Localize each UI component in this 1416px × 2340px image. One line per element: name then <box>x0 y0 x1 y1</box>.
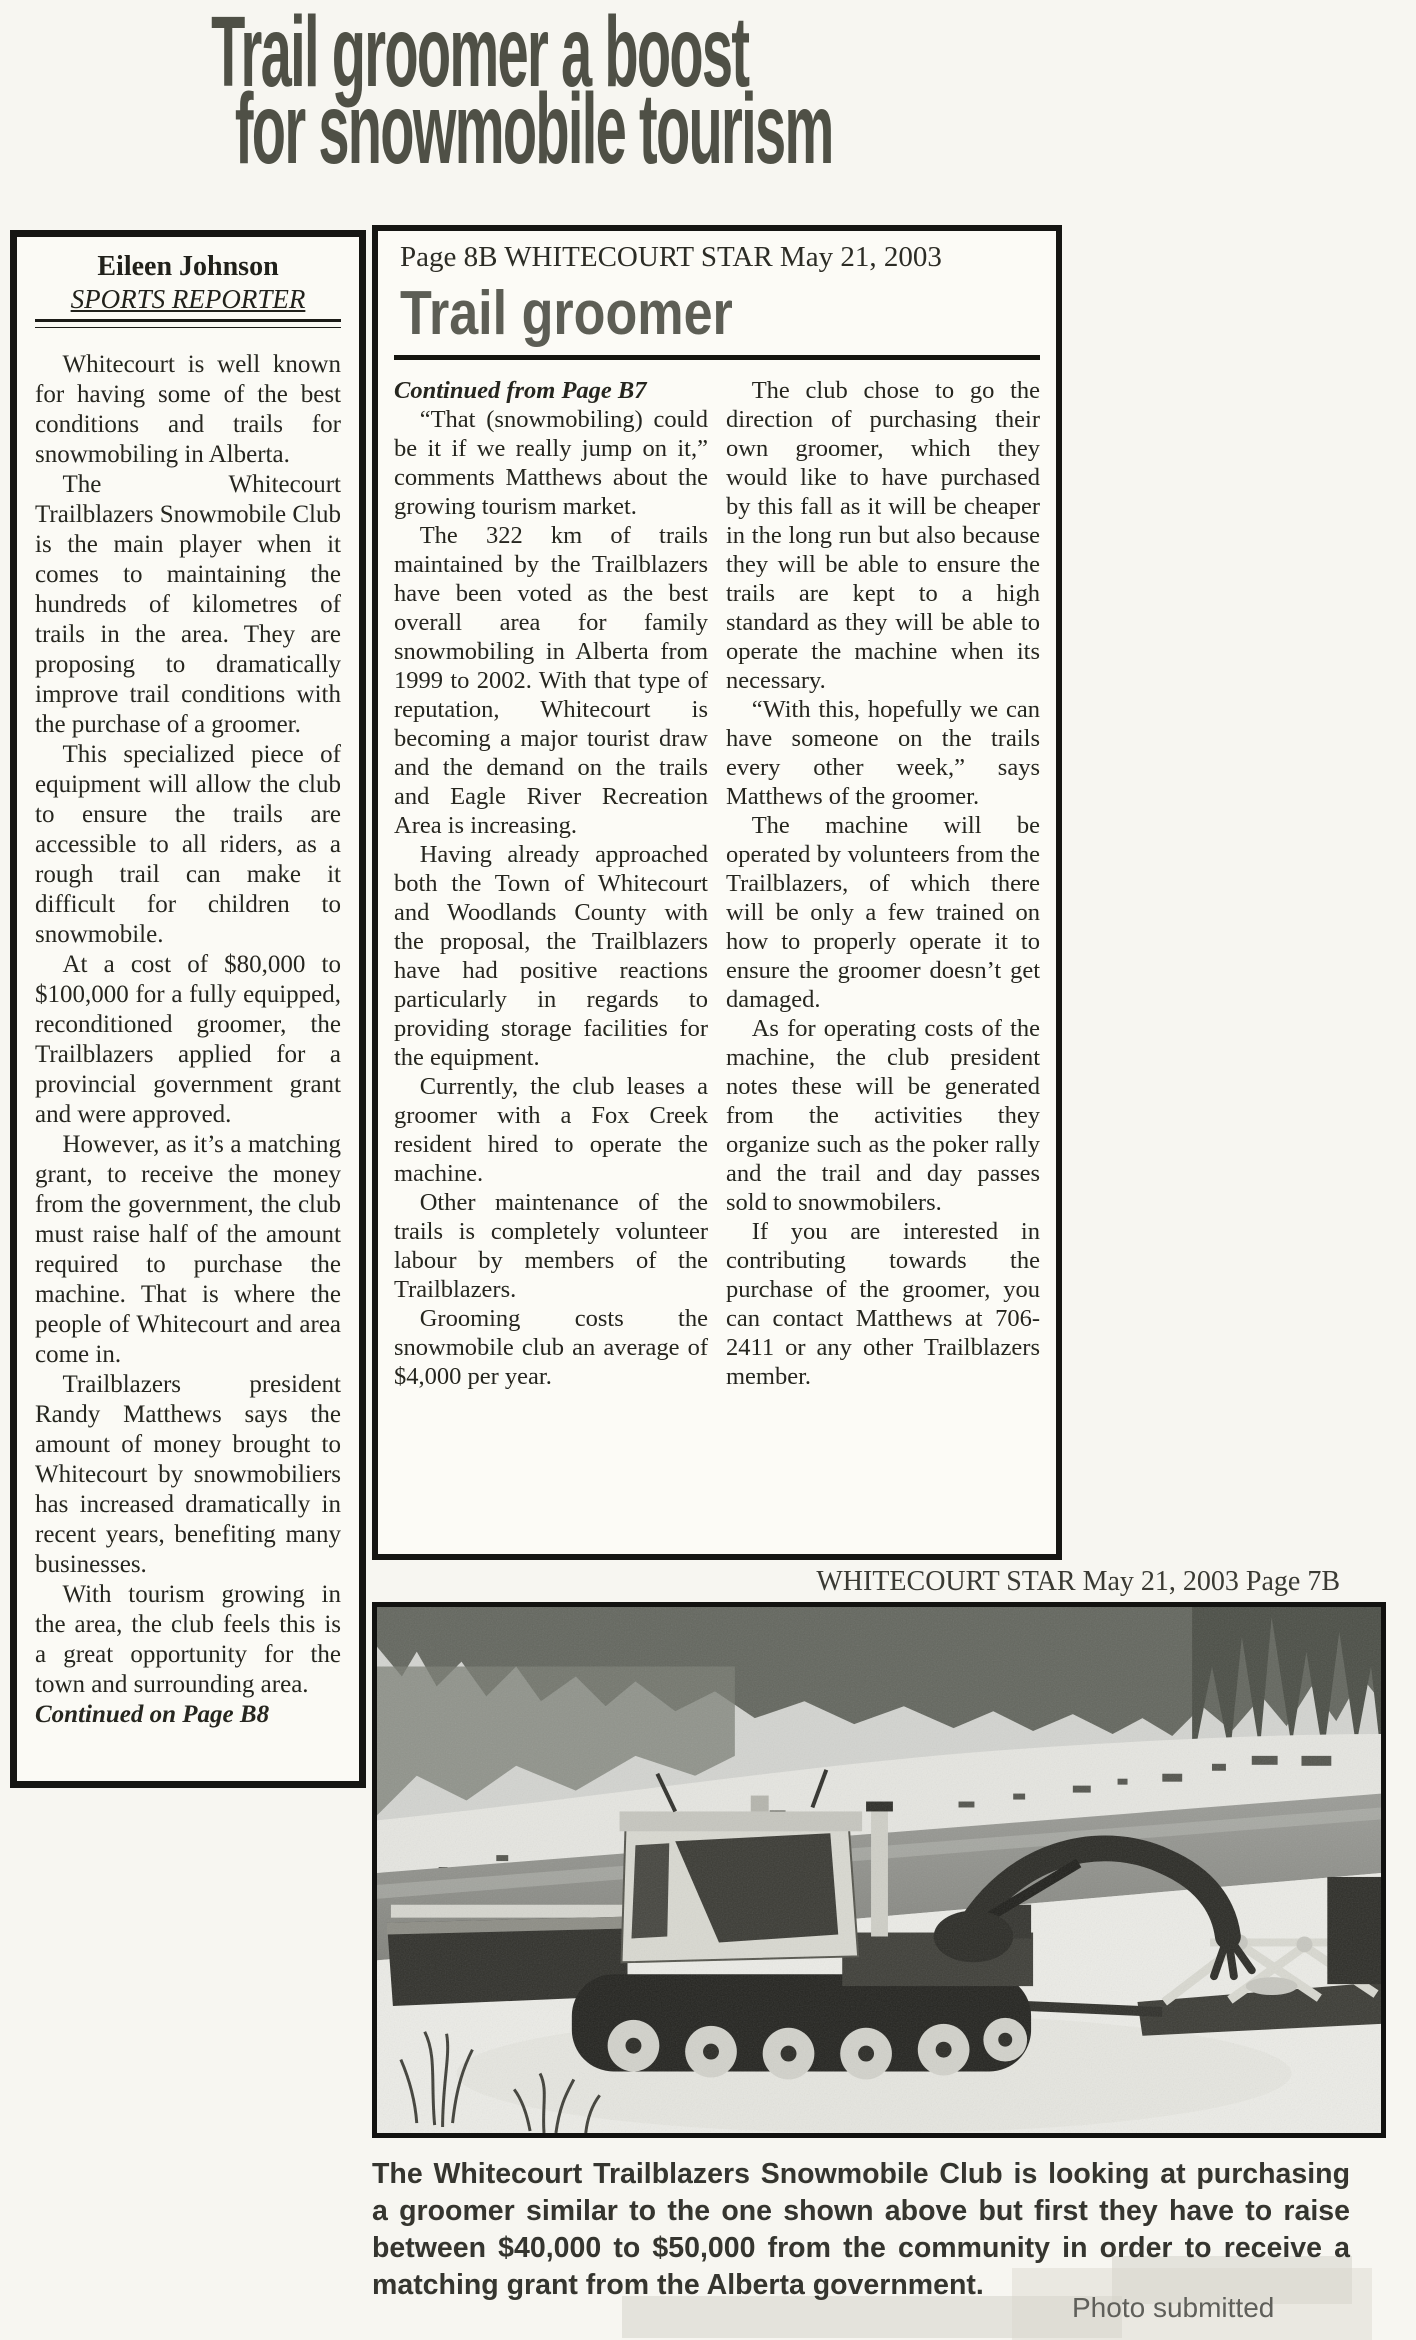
photo-credit: Photo submitted <box>1072 2292 1275 2323</box>
left-paragraph: Whitecourt is well known for having some of the best conditions and trails for snowmobiling in Alberta. <box>35 351 341 468</box>
headline-rule <box>394 355 1040 360</box>
left-paragraph: At a cost of $80,000 to $100,000 for a fully equipped, reconditioned groomer, the Trailblazers applied for a provincial government grant and were approved. <box>35 951 341 1128</box>
col2-paragraph: The club chose to go the direction of purchasing their own groomer, which they would like to have purchased by this fall as it will be cheaper in the long run but also because they will be able to ensure the trails are kept to a high standard as they will be able to operate the machine when its necessary. <box>726 377 1040 694</box>
column-1 <box>394 376 708 1391</box>
article-columns <box>394 376 1040 1391</box>
col2-paragraph: If you are interested in contributing towards the purchase of the groomer, you can contact Matthews at 706-2411 or any other Trailblazers member. <box>726 1218 1040 1390</box>
photo-page-credit-line: WHITECOURT STAR May 21, 2003 Page 7B <box>816 1566 1340 1597</box>
article-headline: Trail groomer <box>400 279 733 348</box>
byline-title: SPORTS REPORTER <box>70 284 306 314</box>
main-headline <box>0 0 950 185</box>
left-paragraph: The Whitecourt Trailblazers Snowmobile Club is the main player when it comes to maintaining the hundreds of kilometres of trails in the area. They are proposing to dramatically improve trail conditions with the purchase of a groomer. <box>35 471 342 738</box>
col2-paragraph: “With this, hopefully we can have someone on the trails every other week,” says Matthews of the groomer. <box>726 696 1040 810</box>
left-paragraph: However, as it’s a matching grant, to receive the money from the government, the club must raise half of the amount required to purchase the machine. That is where the people of Whitecourt and area come in. <box>35 1131 341 1368</box>
col1-paragraph: The 322 km of trails maintained by the Trailblazers have been voted as the best overall area for family snowmobiling in Alberta from 1999 to 2002. With that type of reputation, Whitecourt is becoming a major tourist draw and the demand on the trails and Eagle River Recreation Area is increasing. <box>394 522 708 839</box>
left-paragraph: Trailblazers president Randy Matthews says the amount of money brought to Whitecourt by snowmobiliers has increased dramatically in recent years, benefiting many businesses. <box>35 1371 341 1578</box>
col1-paragraph: “That (snowmobiling) could be it if we really jump on it,” comments Matthews about the growing tourism market. <box>394 406 708 520</box>
col1-paragraph: Having already approached both the Town of Whitecourt and Woodlands County with the proposal, the Trailblazers have had positive reactions particularly in regards to providing storage facilities for the equipment. <box>394 841 708 1071</box>
byline-author: Eileen Johnson <box>97 251 279 282</box>
continued-from-note: Continued from Page B7 <box>394 377 647 404</box>
photo-grain <box>377 1607 1381 2133</box>
main-headline-line2: for snowmobile tourism <box>234 73 833 185</box>
col1-paragraph: Grooming costs the snowmobile club an average of $4,000 per year. <box>394 1305 708 1390</box>
left-paragraph: This specialized piece of equipment will allow the club to ensure the trails are accessible to all riders, as a rough trail can make it difficult for children to snowmobile. <box>35 741 341 948</box>
col1-paragraph: Other maintenance of the trails is completely volunteer labour by members of the Trailblazers. <box>394 1189 708 1303</box>
caption-block <box>372 2156 1350 2323</box>
right-article-box <box>372 225 1062 1560</box>
col2-paragraph: As for operating costs of the machine, the club president notes these will be generated from the activities they organize such as the poker rally and the trail and day passes sold to snowmobilers. <box>726 1015 1040 1216</box>
col2-paragraph: The machine will be operated by volunteers from the Trailblazers, of which there will be only a few trained on how to properly operate it to ensure the groomer doesn’t get damaged. <box>726 812 1040 1013</box>
left-paragraph: With tourism growing in the area, the club feels this is a great opportunity for the town and surrounding area. <box>35 1581 341 1698</box>
main-headline-line1: Trail groomer a boost <box>211 0 749 108</box>
groomer-photo <box>372 1602 1386 2138</box>
continued-on-note: Continued on Page B8 <box>35 1701 270 1728</box>
photo-caption: The Whitecourt Trailblazers Snowmobile Club is looking at purchasing a groomer similar to the one shown above but first they have to raise between $40,000 to $50,000 from the community in order to receive a matching grant from the Alberta government. <box>372 2158 1350 2301</box>
left-article-box <box>10 230 366 1788</box>
groomer-photo-illustration <box>377 1607 1381 2133</box>
col1-paragraph: Currently, the club leases a groomer with a Fox Creek resident hired to operate the machine. <box>394 1073 708 1187</box>
page-header: Page 8B WHITECOURT STAR May 21, 2003 <box>400 241 942 273</box>
byline-rule <box>35 319 341 328</box>
column-2 <box>726 376 1040 1391</box>
